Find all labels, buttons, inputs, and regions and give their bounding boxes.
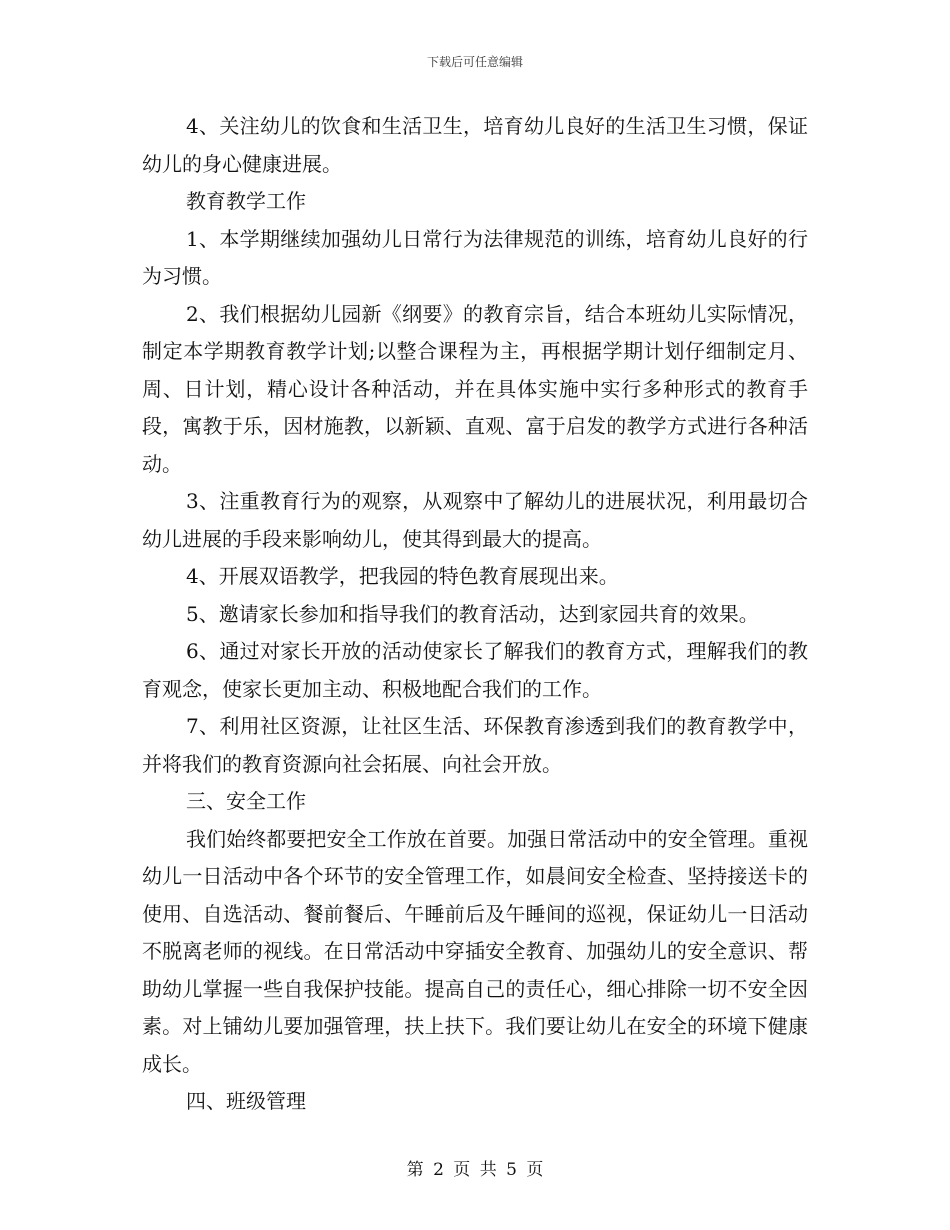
paragraph-item-4-diet: 4、关注幼儿的饮食和生活卫生，培育幼儿良好的生活卫生习惯，保证幼儿的身心健康进展。 — [142, 114, 808, 176]
page-header: 下载后可任意编辑 — [426, 55, 523, 69]
section-heading-class-management: 四、班级管理 — [186, 1089, 306, 1113]
paragraph-teaching-5: 5、邀请家长参加和指导我们的教育活动，达到家园共育的效果。 — [186, 601, 759, 626]
section-heading-safety: 三、安全工作 — [186, 789, 306, 813]
page-footer: 第 2 页 共 5 页 — [406, 1160, 544, 1180]
section-heading-teaching: 教育教学工作 — [186, 189, 306, 213]
paragraph-safety: 我们始终都要把安全工作放在首要。加强日常活动中的安全管理。重视幼儿一日活动中各个环节的安全管理工作，如晨间安全检查、坚持接送卡的使用、自选活动、餐前餐后、午睡前后及午睡间的巡视，保证幼儿一日活动不脱离老师的视线。在日常活动中穿插安全教育、加强幼儿的安全意识、帮助幼儿掌握一些自我保护技能。提高自己的责任心，细心排除一切不安全因素。对上铺幼儿要加强管理，扶上扶下。我们要让幼儿在安全的环境下健康成长。 — [142, 826, 808, 1076]
paragraph-teaching-1: 1、本学期继续加强幼儿日常行为法律规范的训练，培育幼儿良好的行为习惯。 — [142, 226, 808, 288]
paragraph-teaching-2: 2、我们根据幼儿园新《纲要》的教育宗旨，结合本班幼儿实际情况，制定本学期教育教学计划;以整合课程为主，再根据学期计划仔细制定月、周、日计划，精心设计各种活动，并在具体实施中实行多种形式的教育手段，寓教于乐，因材施教，以新颖、直观、富于启发的教学方式进行各种活动。 — [142, 301, 808, 476]
paragraph-teaching-7: 7、利用社区资源，让社区生活、环保教育渗透到我们的教育教学中，并将我们的教育资源向社会拓展、向社会开放。 — [142, 714, 808, 776]
document-body — [142, 108, 808, 1121]
paragraph-teaching-3: 3、注重教育行为的观察，从观察中了解幼儿的进展状况，利用最切合幼儿进展的手段来影响幼儿，使其得到最大的提高。 — [142, 489, 808, 551]
paragraph-teaching-4: 4、开展双语教学，把我园的特色教育展现出来。 — [186, 564, 619, 588]
paragraph-teaching-6: 6、通过对家长开放的活动使家长了解我们的教育方式，理解我们的教育观念，使家长更加主动、积极地配合我们的工作。 — [142, 639, 808, 701]
